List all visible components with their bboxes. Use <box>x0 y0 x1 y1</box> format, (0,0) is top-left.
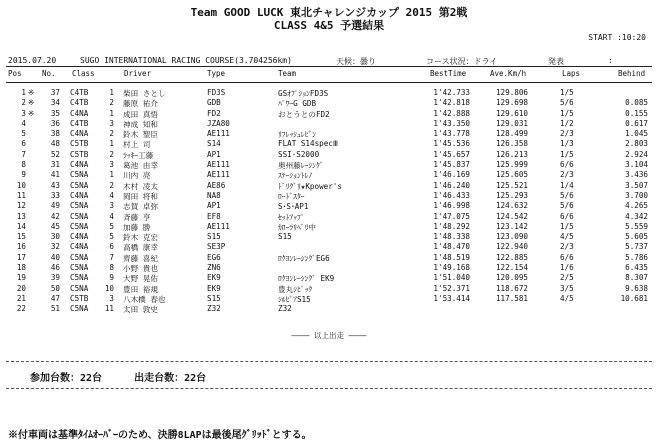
col-driver: Driver <box>124 69 152 78</box>
row-laps: 1/5 <box>560 149 574 159</box>
table-row <box>6 263 652 273</box>
table-row <box>6 88 652 98</box>
table-row <box>6 222 652 232</box>
row-pos: 17 <box>16 252 26 262</box>
row-best-time: 1'45.657 <box>433 149 470 159</box>
row-pos: 22 <box>16 304 26 314</box>
row-driver: 村上 司 <box>123 140 151 150</box>
row-driver: 岡田 将和 <box>123 191 158 201</box>
row-best-time: 1'45.837 <box>433 160 470 170</box>
col-behind: Behind <box>618 69 646 78</box>
table-row <box>6 160 652 170</box>
col-laps: Laps <box>562 69 581 78</box>
row-class: C5NA <box>70 283 89 293</box>
row-driver: 小野 貴也 <box>123 264 158 274</box>
row-driver: 加藤 勝 <box>123 222 151 232</box>
row-ave-speed: 125.999 <box>495 160 528 170</box>
row-best-time: 1'53.414 <box>433 293 470 303</box>
row-driver: 藤原 祐介 <box>123 99 158 109</box>
col-class: Class <box>72 69 95 78</box>
row-team: ｶﾛｰﾗﾘﾍﾞﾘ中 <box>278 222 316 232</box>
row-type: AE86 <box>207 180 226 190</box>
row-class: C5NA <box>70 263 89 273</box>
row-class-rank: 2 <box>109 180 114 190</box>
row-no: 43 <box>50 180 60 190</box>
row-type: AE111 <box>207 160 230 170</box>
row-pos: 7 <box>21 149 26 159</box>
row-pos: 6 <box>21 139 26 149</box>
row-class-rank: 10 <box>104 283 114 293</box>
results-table <box>6 88 652 315</box>
row-team: SSI-S2000 <box>278 149 320 159</box>
table-row <box>6 304 652 314</box>
row-no: 41 <box>50 170 60 180</box>
row-no: 32 <box>50 242 60 252</box>
row-type: AE111 <box>207 129 230 139</box>
row-no: 36 <box>50 118 60 128</box>
row-behind: 2.924 <box>625 149 648 159</box>
summary-counts <box>30 369 232 384</box>
row-no: 47 <box>50 293 60 303</box>
weather: 天候：曇り <box>336 57 376 66</box>
row-class-rank: 2 <box>109 149 114 159</box>
row-team: ﾊﾟﾜｰG GDB <box>278 99 317 109</box>
row-no: 50 <box>50 283 60 293</box>
row-team: ﾛｰﾄﾞｽﾀｰ <box>278 191 305 201</box>
row-type: Z32 <box>207 304 221 314</box>
row-mark: ※ <box>28 98 35 108</box>
row-team: S15 <box>278 232 292 242</box>
table-row <box>6 109 652 119</box>
row-class: C4NA <box>70 129 89 139</box>
row-no: 45 <box>50 221 60 231</box>
row-behind: 6.435 <box>625 263 648 273</box>
row-ave-speed: 122.885 <box>495 252 528 262</box>
table-row <box>6 170 652 180</box>
row-laps: 1/4 <box>560 180 574 190</box>
row-behind: 3.436 <box>625 170 648 180</box>
row-class-rank: 5 <box>109 232 114 242</box>
row-type: AE111 <box>207 221 230 231</box>
row-class: C5TB <box>70 149 89 159</box>
row-behind: 3.507 <box>625 180 648 190</box>
row-best-time: 1'42.733 <box>433 88 470 97</box>
row-behind: 10.681 <box>620 293 648 303</box>
table-row <box>6 129 652 139</box>
row-driver: 成田 真悟 <box>123 109 158 119</box>
row-team: 豊丸ｼﾋﾞｯｸ <box>278 284 313 294</box>
row-ave-speed: 128.499 <box>495 129 528 139</box>
row-type: S14 <box>207 139 221 149</box>
row-team: ﾄﾞﾘｸﾞﾘ★Kpower's <box>278 181 342 191</box>
row-no: 31 <box>50 160 60 170</box>
row-class: C4NA <box>70 242 89 252</box>
table-row <box>6 242 652 252</box>
row-behind: 0.617 <box>625 118 648 128</box>
row-class-rank: 9 <box>109 273 114 283</box>
row-pos: 3 <box>21 108 26 118</box>
row-laps: 2/5 <box>560 273 574 283</box>
page-title: Team GOOD LUCK 東北チャレンジカップ 2015 第2戦 <box>190 6 468 19</box>
row-driver: 志賀 卓弥 <box>123 202 158 212</box>
row-type: S15 <box>207 232 221 242</box>
row-best-time: 1'48.292 <box>433 221 470 231</box>
row-pos: 12 <box>16 201 26 211</box>
col-no: No. <box>42 69 56 78</box>
column-header <box>6 69 652 81</box>
col-team: Team <box>278 69 297 78</box>
row-best-time: 1'47.075 <box>433 211 470 221</box>
row-behind: 9.638 <box>625 283 648 293</box>
row-no: 34 <box>50 98 60 108</box>
row-behind: 3.700 <box>625 190 648 200</box>
row-class: C4NA <box>70 232 89 242</box>
row-driver: 八木橋 春也 <box>123 294 166 304</box>
row-driver: 太田 敦史 <box>123 305 158 315</box>
row-class: C4TB <box>70 88 89 97</box>
row-mark: ※ <box>28 108 35 118</box>
row-pos: 5 <box>21 129 26 139</box>
row-driver: 鈴木 聖臣 <box>123 130 158 140</box>
row-laps: 3/5 <box>560 283 574 293</box>
row-no: 39 <box>50 273 60 283</box>
row-team: 奥州藤ﾚｰｼﾝｸﾞ <box>278 161 324 171</box>
row-driver: 葛池 由幸 <box>123 161 158 171</box>
row-class-rank: 7 <box>109 252 114 262</box>
row-best-time: 1'42.818 <box>433 98 470 108</box>
row-behind: 0.155 <box>625 108 648 118</box>
row-ave-speed: 118.672 <box>495 283 528 293</box>
row-class-rank: 8 <box>109 263 114 273</box>
row-ave-speed: 129.698 <box>495 98 528 108</box>
row-ave-speed: 120.095 <box>495 273 528 283</box>
row-class: C4TB <box>70 98 89 108</box>
row-class: C5NA <box>70 252 89 262</box>
page-subtitle: CLASS 4&5 予選結果 <box>273 19 385 32</box>
row-type: JZA80 <box>207 118 230 128</box>
row-no: 46 <box>50 263 60 273</box>
row-class-rank: 2 <box>109 129 114 139</box>
col-ave: Ave.Km/h <box>490 69 527 78</box>
table-row <box>6 98 652 108</box>
row-laps: 1/5 <box>560 221 574 231</box>
row-pos: 9 <box>21 170 26 180</box>
row-laps: 2/3 <box>560 129 574 139</box>
row-laps: 1/6 <box>560 263 574 273</box>
table-row <box>6 294 652 304</box>
row-no: 30 <box>50 232 60 242</box>
col-pos: Pos <box>8 69 22 78</box>
row-team: GSｵﾌﾟｼｮﾝFD3S <box>278 89 329 98</box>
row-behind: 4.342 <box>625 211 648 221</box>
row-driver: 齊藤 喜紀 <box>123 253 158 263</box>
row-laps: 1/5 <box>560 88 574 97</box>
row-type: FD2 <box>207 108 221 118</box>
course-name: SUGO INTERNATIONAL RACING COURSE(3.704256km) <box>80 56 292 65</box>
row-type: EG6 <box>207 252 221 262</box>
row-pos: 14 <box>16 221 26 231</box>
table-row <box>6 232 652 242</box>
row-laps: 5/6 <box>560 190 574 200</box>
row-class: C5NA <box>70 221 89 231</box>
row-best-time: 1'52.371 <box>433 283 470 293</box>
row-behind: 8.307 <box>625 273 648 283</box>
row-ave-speed: 126.213 <box>495 149 528 159</box>
row-best-time: 1'42.888 <box>433 108 470 118</box>
row-laps: 1/5 <box>560 108 574 118</box>
row-class-rank: 3 <box>109 118 114 128</box>
row-pos: 16 <box>16 242 26 252</box>
col-besttime: BestTime <box>430 69 467 78</box>
row-team: おとうとのFD2 <box>278 109 330 119</box>
row-pos: 4 <box>21 118 26 128</box>
row-class-rank: 3 <box>109 160 114 170</box>
row-team: ｾｯﾄｱｯﾌﾟ <box>278 212 305 222</box>
footnote: ※付車両は基準ﾀｲﾑｵｰﾊﾞｰのため、決勝8LAPは最後尾ｸﾞﾘｯﾄﾞとする。 <box>8 430 312 441</box>
row-class: C5NA <box>70 201 89 211</box>
row-laps: 6/6 <box>560 252 574 262</box>
row-type: SE3P <box>207 242 226 252</box>
row-ave-speed: 126.358 <box>495 139 528 149</box>
row-class-rank: 3 <box>109 201 114 211</box>
row-best-time: 1'43.778 <box>433 129 470 139</box>
row-type: S15 <box>207 293 221 303</box>
table-row <box>6 191 652 201</box>
row-class-rank: 1 <box>109 88 114 97</box>
row-class: C5NA <box>70 273 89 283</box>
row-class: C5NA <box>70 211 89 221</box>
table-row <box>6 139 652 149</box>
row-laps: 6/6 <box>560 211 574 221</box>
row-behind: 5.605 <box>625 232 648 242</box>
row-driver: 神成 知和 <box>123 119 158 129</box>
row-class-rank: 4 <box>109 190 114 200</box>
col-type: Type <box>207 69 226 78</box>
row-team: Z32 <box>278 304 292 314</box>
row-laps: 4/5 <box>560 232 574 242</box>
row-type: EK9 <box>207 283 221 293</box>
row-pos: 2 <box>21 98 26 108</box>
table-row <box>6 150 652 160</box>
table-row <box>6 212 652 222</box>
row-driver: 木村 凌太 <box>123 181 158 191</box>
row-pos: 15 <box>16 232 26 242</box>
row-type: FD3S <box>207 88 226 97</box>
row-pos: 1 <box>21 88 26 97</box>
row-type: EK9 <box>207 273 221 283</box>
row-driver: 鈴木 克宏 <box>123 233 158 243</box>
row-type: AP1 <box>207 149 221 159</box>
table-row <box>6 253 652 263</box>
announcement-label: 発表 <box>548 57 564 66</box>
row-best-time: 1'46.169 <box>433 170 470 180</box>
starters-count: 出走台数：22台 <box>134 373 207 384</box>
row-best-time: 1'43.350 <box>433 118 470 128</box>
course-condition: コース状況：ドライ <box>426 57 498 66</box>
row-pos: 19 <box>16 273 26 283</box>
row-ave-speed: 125.293 <box>495 190 528 200</box>
row-type: NA8 <box>207 190 221 200</box>
row-laps: 6/6 <box>560 160 574 170</box>
entries-count: 参加台数：22台 <box>30 373 103 384</box>
row-best-time: 1'48.470 <box>433 242 470 252</box>
table-row <box>6 181 652 191</box>
table-row <box>6 119 652 129</box>
row-ave-speed: 129.610 <box>495 108 528 118</box>
row-best-time: 1'46.240 <box>433 180 470 190</box>
table-row <box>6 201 652 211</box>
row-type: EF8 <box>207 211 221 221</box>
row-class-rank: 2 <box>109 98 114 108</box>
row-team: ﾛｸﾖﾝﾚｰｼﾝｸﾞEG6 <box>278 253 330 263</box>
row-class: C5TB <box>70 293 89 303</box>
row-no: 37 <box>50 88 60 97</box>
row-behind: 2.803 <box>625 139 648 149</box>
row-laps: 1/2 <box>560 118 574 128</box>
row-no: 51 <box>50 304 60 314</box>
row-ave-speed: 124.542 <box>495 211 528 221</box>
row-ave-speed: 123.090 <box>495 232 528 242</box>
row-laps: 2/3 <box>560 242 574 252</box>
row-class: C5TB <box>70 139 89 149</box>
row-behind: 1.045 <box>625 129 648 139</box>
row-ave-speed: 124.632 <box>495 201 528 211</box>
row-behind: 4.265 <box>625 201 648 211</box>
row-driver: 豊田 裕規 <box>123 284 158 294</box>
row-team: S･S･AP1 <box>278 202 309 212</box>
row-pos: 11 <box>16 190 26 200</box>
row-mark: ※ <box>28 88 35 97</box>
divider <box>6 66 652 67</box>
row-team: FLAT S14specⅢ <box>278 139 339 149</box>
row-ave-speed: 122.154 <box>495 263 528 273</box>
row-pos: 10 <box>16 180 26 190</box>
row-ave-speed: 129.031 <box>495 118 528 128</box>
row-no: 40 <box>50 252 60 262</box>
event-date: 2015.07.20 <box>8 56 57 65</box>
row-best-time: 1'46.998 <box>433 201 470 211</box>
row-team: ﾛｸﾖﾝﾚｰｼﾝｸﾞ EK9 <box>278 274 335 284</box>
row-driver: ﾗｯｷｰ工藤 <box>123 150 154 160</box>
row-class: C4TB <box>70 118 89 128</box>
divider <box>6 82 652 83</box>
row-best-time: 1'45.536 <box>433 139 470 149</box>
row-pos: 21 <box>16 293 26 303</box>
row-ave-speed: 129.806 <box>495 88 528 97</box>
row-pos: 18 <box>16 263 26 273</box>
row-best-time: 1'48.338 <box>433 232 470 242</box>
row-class-rank: 6 <box>109 242 114 252</box>
row-ave-speed: 123.142 <box>495 221 528 231</box>
table-row <box>6 284 652 294</box>
announcement-value: : <box>608 56 613 65</box>
row-driver: 大野 晃佑 <box>123 274 158 284</box>
row-driver: 川内 亮 <box>123 171 151 181</box>
row-pos: 13 <box>16 211 26 221</box>
row-driver: 斉藤 亨 <box>123 212 151 222</box>
start-time: START :10:20 <box>588 33 646 42</box>
row-no: 48 <box>50 139 60 149</box>
row-behind: 5.559 <box>625 221 648 231</box>
row-best-time: 1'49.168 <box>433 263 470 273</box>
row-behind: 5.737 <box>625 242 648 252</box>
qualified-note: ———— 以上出走 ———— <box>291 331 367 340</box>
row-type: ZN6 <box>207 263 221 273</box>
row-laps: 2/3 <box>560 170 574 180</box>
row-driver: 高橋 康幸 <box>123 243 158 253</box>
row-no: 35 <box>50 108 60 118</box>
row-best-time: 1'46.433 <box>433 190 470 200</box>
divider <box>6 361 652 362</box>
divider <box>6 388 652 389</box>
row-best-time: 1'48.519 <box>433 252 470 262</box>
row-no: 33 <box>50 190 60 200</box>
row-class-rank: 4 <box>109 211 114 221</box>
row-type: GDB <box>207 98 221 108</box>
row-class: C4NA <box>70 190 89 200</box>
row-no: 49 <box>50 201 60 211</box>
row-laps: 4/5 <box>560 293 574 303</box>
row-laps: 5/6 <box>560 201 574 211</box>
row-class: C5NA <box>70 170 89 180</box>
row-best-time: 1'51.040 <box>433 273 470 283</box>
row-pos: 20 <box>16 283 26 293</box>
row-no: 52 <box>50 149 60 159</box>
row-class-rank: 1 <box>109 170 114 180</box>
table-row <box>6 273 652 283</box>
row-ave-speed: 122.940 <box>495 242 528 252</box>
row-pos: 8 <box>21 160 26 170</box>
row-class: C5NA <box>70 180 89 190</box>
row-class: C4NA <box>70 160 89 170</box>
row-type: AE111 <box>207 170 230 180</box>
row-class-rank: 1 <box>109 139 114 149</box>
row-behind: 0.085 <box>625 98 648 108</box>
row-ave-speed: 125.521 <box>495 180 528 190</box>
row-no: 42 <box>50 211 60 221</box>
row-class: C5NA <box>70 304 89 314</box>
row-team: ｼﾙﾋﾞｱS15 <box>278 294 311 304</box>
row-driver: 柴田 さとし <box>123 89 166 98</box>
row-team: ﾘﾌﾚｯｼｭﾚﾋﾞﾝ <box>278 130 316 140</box>
row-ave-speed: 117.581 <box>495 293 528 303</box>
row-class: C4NA <box>70 108 89 118</box>
row-no: 38 <box>50 129 60 139</box>
row-behind: 3.104 <box>625 160 648 170</box>
row-laps: 1/3 <box>560 139 574 149</box>
row-class-rank: 1 <box>109 108 114 118</box>
row-team: ｽﾃｰｼｮﾝﾄﾚﾉ <box>278 171 313 181</box>
row-class-rank: 5 <box>109 221 114 231</box>
row-ave-speed: 125.605 <box>495 170 528 180</box>
row-class-rank: 11 <box>104 304 114 314</box>
row-class-rank: 3 <box>109 293 114 303</box>
row-laps: 5/6 <box>560 98 574 108</box>
row-type: AP1 <box>207 201 221 211</box>
row-behind: 5.786 <box>625 252 648 262</box>
